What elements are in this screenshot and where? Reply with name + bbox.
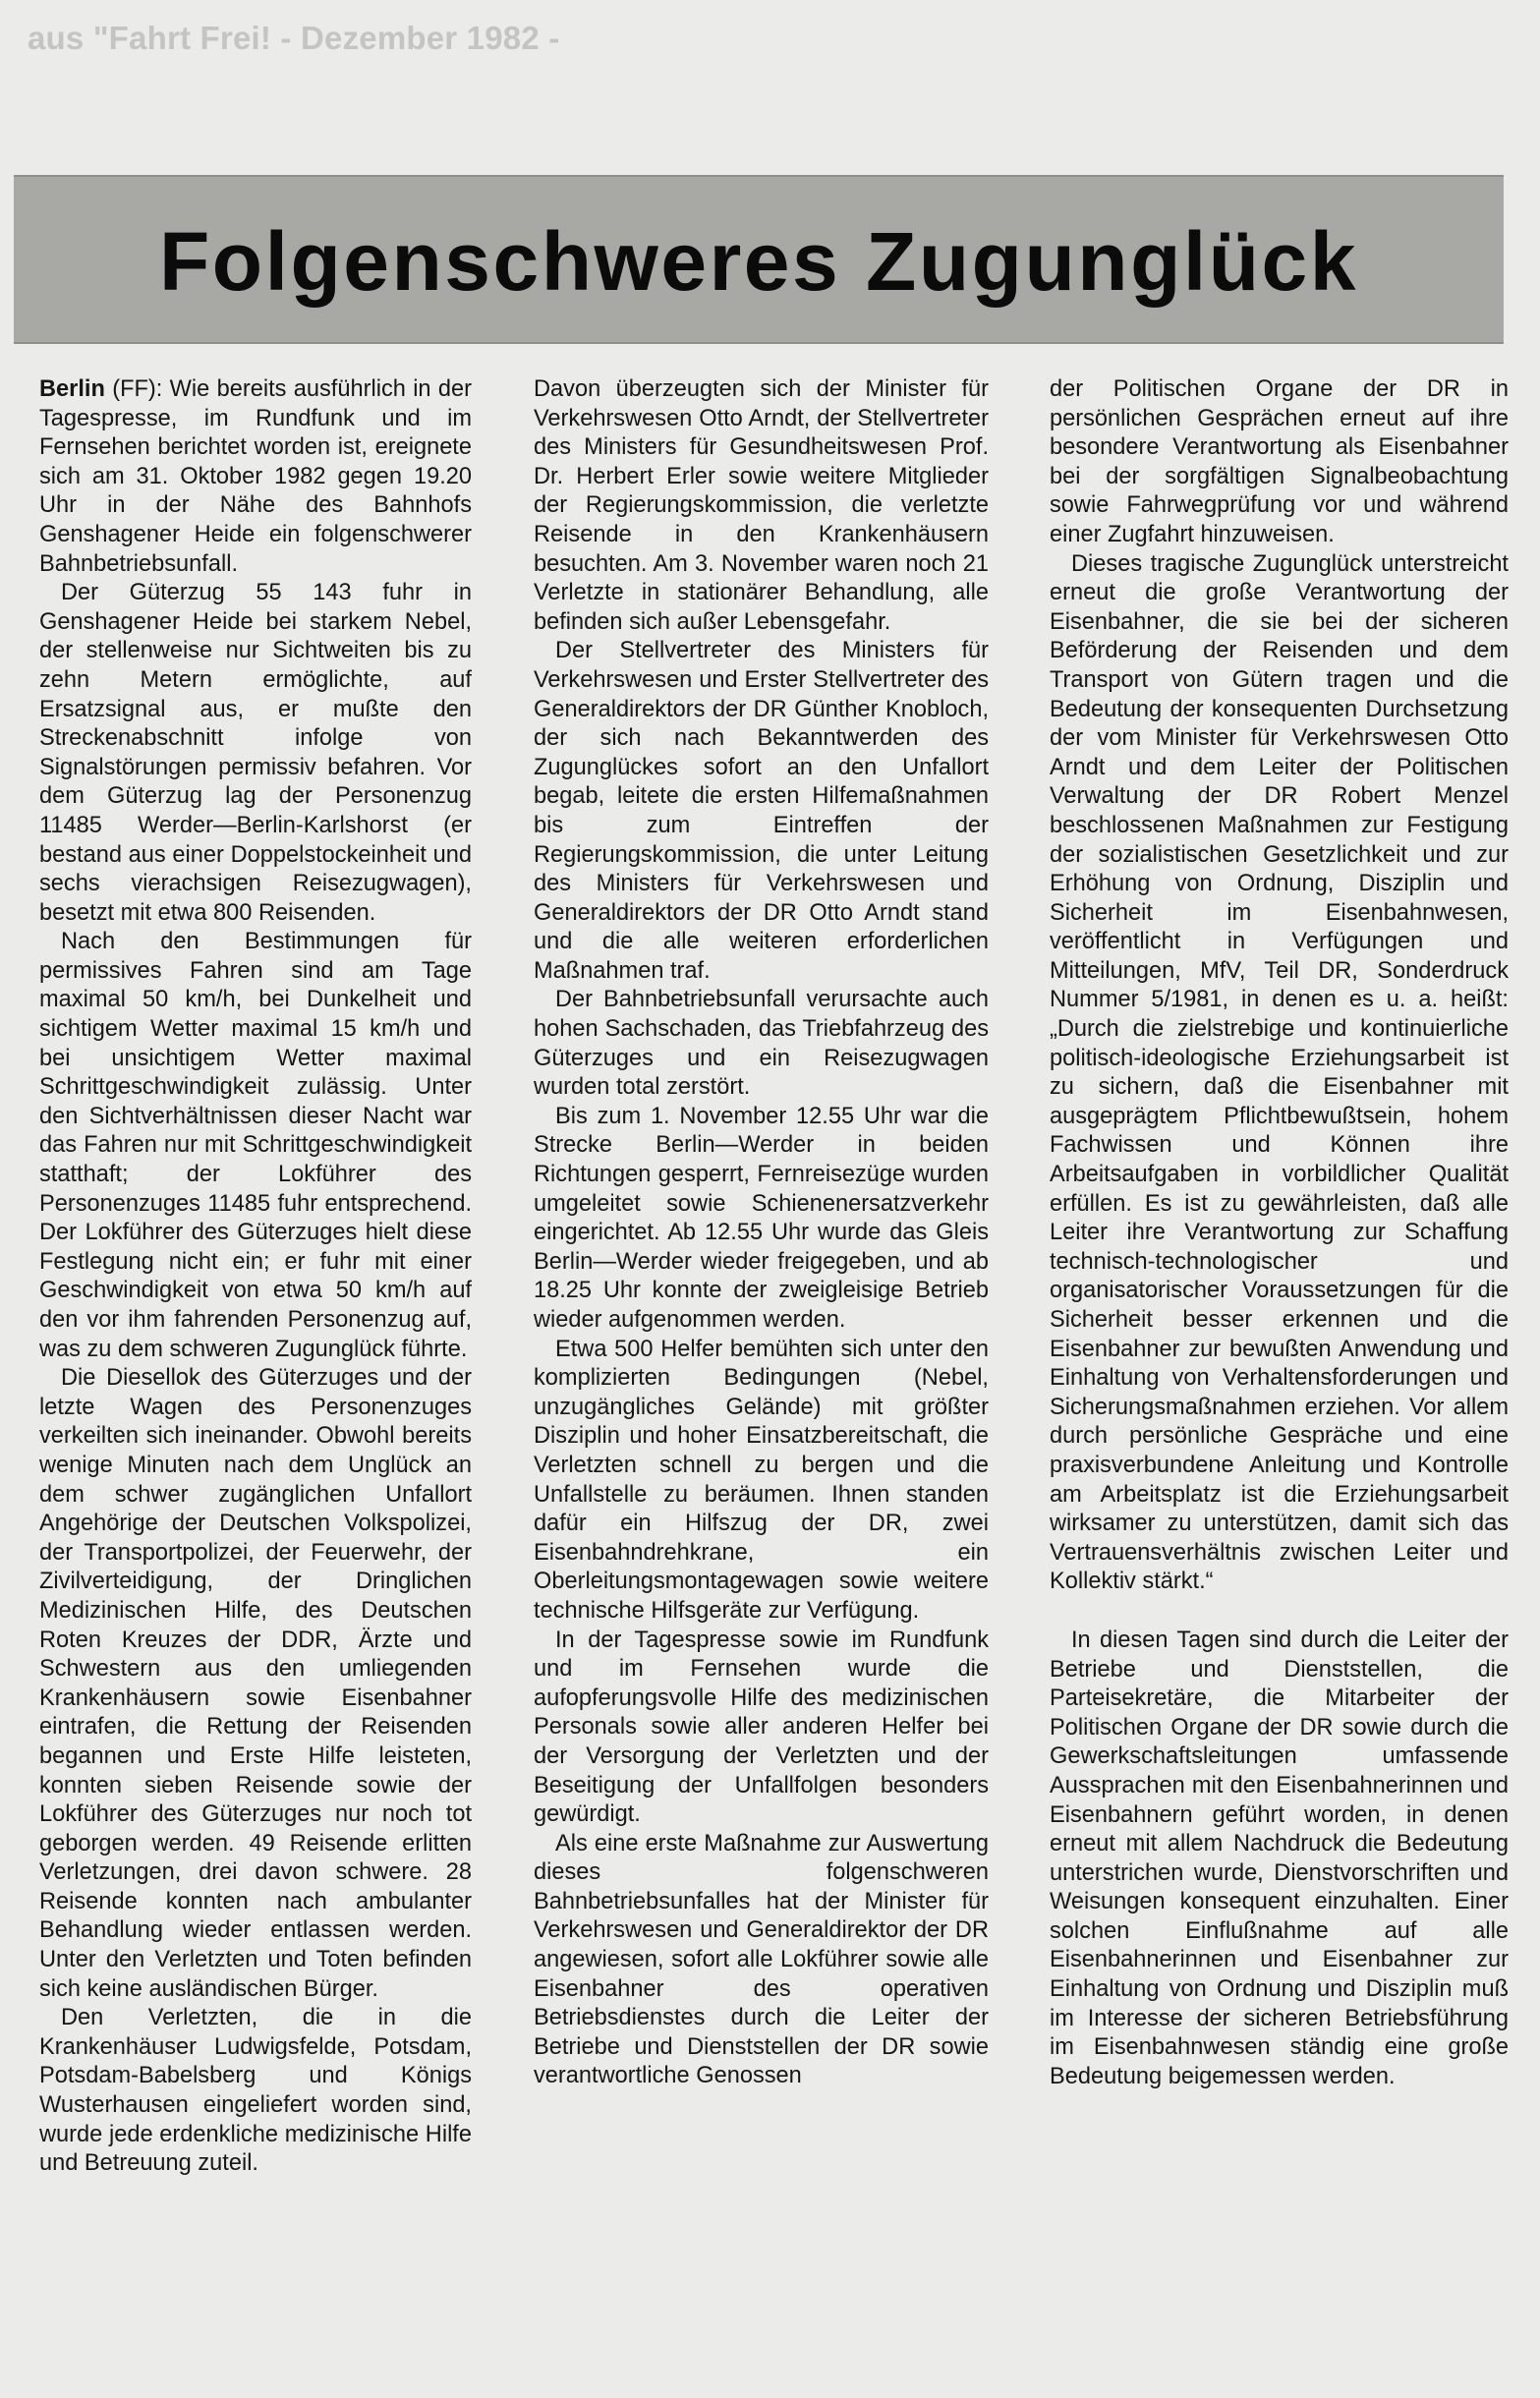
article-paragraph: Bis zum 1. November 12.55 Uhr war die Strecke Berlin—Werder in beiden Richtungen gesperrt, Fernreisezüge wurden umgeleitet sowie Schienenersatzverkehr eingerichtet. Ab 12.55 Uhr wurde das Gleis Berlin—Werder wieder freigegeben, und ab 18.25 Uhr konnte der zweigleisige Betrieb wieder aufgenommen werden.: [534, 1103, 989, 1333]
article-paragraph: Die Diesellok des Güterzuges und der letzte Wagen des Personenzuges verkeilten sich ineinander. Obwohl bereits wenige Minuten nach dem Unglück an dem schwer zugänglichen Unfallort Angehörige der Deutschen Volkspolizei, der Transportpolizei, der Feuerwehr, der Zivilverteidigung, der Dringlichen Medizinischen Hilfe, des Deutschen Roten Kreuzes der DDR, Ärzte und Schwestern aus den umliegenden Krankenhäusern sowie Eisenbahner eintrafen, die Rettung der Reisenden begannen und Erste Hilfe leisteten, konnten sieben Reisende sowie der Lokführer des Güterzuges nur noch tot geborgen werden. 49 Reisende erlitten Verletzungen, drei davon schwere. 28 Reisende konnten nach ambulanter Behandlung wieder entlassen werden. Unter den Verletzten und Toten befinden sich keine ausländischen Bürger.: [39, 1365, 472, 2002]
paragraph-text: (FF): Wie bereits ausführlich in der Tagespresse, im Rundfunk und im Fernsehen berichtet worden ist, ereignete sich am 31. Oktober 1982 gegen 19.20 Uhr in der Nähe des Bahnhofs Genshagener Heide ein folgenschwerer Bahnbetriebsunfall.: [39, 376, 472, 577]
article-paragraph: Der Stellvertreter des Ministers für Verkehrswesen und Erster Stellvertreter des Generaldirektors der DR Günther Knobloch, der sich nach Bekanntwerden des Zugunglückes sofort an den Unfallort begab, leitete die ersten Hilfemaßnahmen bis zum Eintreffen der Regierungskommission, die unter Leitung des Ministers für Verkehrswesen und Generaldirektors der DR Otto Arndt stand und die alle weiteren erforderlichen Maßnahmen traf.: [534, 638, 989, 984]
article-paragraph: Etwa 500 Helfer bemühten sich unter den komplizierten Bedingungen (Nebel, unzugängliches Gelände) mit größter Disziplin und hoher Einsatzbereitschaft, die Verletzten schnell zu bergen und die Unfallstelle zu beräumen. Ihnen standen dafür ein Hilfszug der DR, zwei Eisenbahndrehkrane, ein Oberleitungsmontagewagen sowie weitere technische Hilfsgeräte zur Verfügung.: [534, 1336, 989, 1624]
headline-band: [14, 175, 1504, 344]
article-paragraph: Den Verletzten, die in die Krankenhäuser Ludwigsfelde, Potsdam, Potsdam-Babelsberg und Königs Wusterhausen eingeliefert worden sind, wurde jede erdenkliche medizinische Hilfe und Betreuung zuteil.: [39, 2005, 472, 2177]
article-paragraph: Als eine erste Maßnahme zur Auswertung dieses folgenschweren Bahnbetriebsunfalles hat der Minister für Verkehrswesen und Generaldirektor der DR angewiesen, sofort alle Lokführer sowie alle Eisenbahner des operativen Betriebsdienstes durch die Leiter der Betriebe und Dienststellen der DR sowie verantwortliche Genossen: [534, 1830, 989, 2089]
article-paragraph: Der Güterzug 55 143 fuhr in Genshagener Heide bei starkem Nebel, der stellenweise nur Sichtweiten bis zu zehn Metern ermöglichte, auf Ersatzsignal aus, er mußte den Streckenabschnitt infolge von Signalstörungen permissiv befahren. Vor dem Güterzug lag der Personenzug 11485 Werder—Berlin-Karlshorst (er bestand aus einer Doppelstockeinheit und sechs vierachsigen Reisezugwagen), besetzt mit etwa 800 Reisenden.: [39, 580, 472, 926]
dateline-city: Berlin: [39, 376, 105, 402]
article-column-1: [39, 375, 472, 2179]
article-headline: Folgenschweres Zugunglück: [158, 214, 1358, 308]
article-paragraph: Dieses tragische Zugunglück unterstreicht erneut die große Verantwortung der Eisenbahner, die sie bei der sicheren Beförderung der Reisenden und dem Transport von Gütern tragen und die Bedeutung der konsequenten Durchsetzung der vom Minister für Verkehrswesen Otto Arndt und dem Leiter der Politischen Verwaltung der DR Robert Menzel beschlossenen Maßnahmen zur Festigung der sozialistischen Gesetzlichkeit und zur Erhöhung von Ordnung, Disziplin und Sicherheit im Eisenbahnwesen, veröffentlicht in Verfügungen und Mitteilungen, MfV, Teil DR, Sonderdruck Nummer 5/1981, in denen es u. a. heißt: „Durch die zielstrebige und kontinuierliche politisch-ideologische Erziehungsarbeit ist zu sichern, daß die Eisenbahner mit ausgeprägtem Pflichtbewußtsein, hohem Fachwissen und Können ihre Arbeitsaufgaben in vorbildlicher Qualität erfüllen. Es ist zu gewährleisten, daß alle Leiter ihre Verantwortung zur Schaffung technisch-technologischer und organisatorischer Voraussetzungen für die Sicherheit besser erkennen und die Eisenbahner zur bewußten Anwendung und Einhaltung von Verhaltensforderungen und Sicherungsmaßnahmen erziehen. Vor allem durch persönliche Gespräche und eine praxisverbundene Anleitung und Kontrolle am Arbeitsplatz ist die Erziehungsarbeit wirksamer zu unterstützen, damit sich das Vertrauensverhältnis zwischen Leiter und Kollektiv stärkt.“: [1050, 550, 1509, 1595]
article-paragraph: Nach den Bestimmungen für permissives Fahren sind am Tage maximal 50 km/h, bei Dunkelheit und sichtigem Wetter maximal 15 km/h und bei unsichtigem Wetter maximal Schrittgeschwindigkeit zulässig. Unter den Sichtverhältnissen dieser Nacht war das Fahren nur mit Schrittgeschwindigkeit statthaft; der Lokführer des Personenzuges 11485 fuhr entsprechend. Der Lokführer des Güterzuges hielt diese Festlegung nicht ein; er fuhr mit einer Geschwindigkeit von etwa 50 km/h auf den vor ihm fahrenden Personenzug auf, was zu dem schweren Zugunglück führte.: [39, 929, 472, 1362]
source-line: aus "Fahrt Frei! - Dezember 1982 -: [28, 20, 560, 56]
article-paragraph: Davon überzeugten sich der Minister für Verkehrswesen Otto Arndt, der Stellvertreter des Ministers für Gesundheitswesen Prof. Dr. Herbert Erler sowie weitere Mitglieder der Regierungskommission, die verletzte Reisende in den Krankenhäusern besuchten. Am 3. November waren noch 21 Verletzte in stationärer Behandlung, alle befinden sich außer Lebensgefahr.: [534, 376, 989, 635]
article-paragraph: der Politischen Organe der DR in persönlichen Gesprächen erneut auf ihre besondere Verantwortung als Eisenbahner bei der sorgfältigen Signalbeobachtung sowie Fahrwegprüfung vor und während einer Zugfahrt hinzuweisen.: [1050, 376, 1509, 547]
article-paragraph: In diesen Tagen sind durch die Leiter der Betriebe und Dienststellen, die Parteisekretäre, die Mitarbeiter der Politischen Organe der DR sowie durch die Gewerkschaftsleitungen umfassende Aussprachen mit den Eisenbahnerinnen und Eisenbahnern geführt worden, in denen erneut mit allem Nachdruck die Bedeutung unterstrichen wurde, Dienstvorschriften und Weisungen konsequent einzuhalten. Einer solchen Einflußnahme auf alle Eisenbahnerinnen und Eisenbahner zur Einhaltung von Ordnung und Disziplin muß im Interesse der sicheren Betriebsführung im Eisenbahnwesen ständig eine große Bedeutung beigemessen werden.: [1050, 1627, 1509, 2089]
article-paragraph: Der Bahnbetriebsunfall verursachte auch hohen Sachschaden, das Triebfahrzeug des Güterzuges und ein Reisezugwagen wurden total zerstört.: [534, 987, 989, 1101]
article-paragraph: In der Tagespresse sowie im Rundfunk und im Fernsehen wurde die aufopferungsvolle Hilfe des medizinischen Personals sowie aller anderen Helfer bei der Versorgung der Verletzten und der Beseitigung der Unfallfolgen besonders gewürdigt.: [534, 1627, 989, 1828]
article-column-3: [1050, 375, 1509, 2091]
article-column-2: [534, 375, 989, 2091]
article-paragraph: [39, 375, 472, 579]
